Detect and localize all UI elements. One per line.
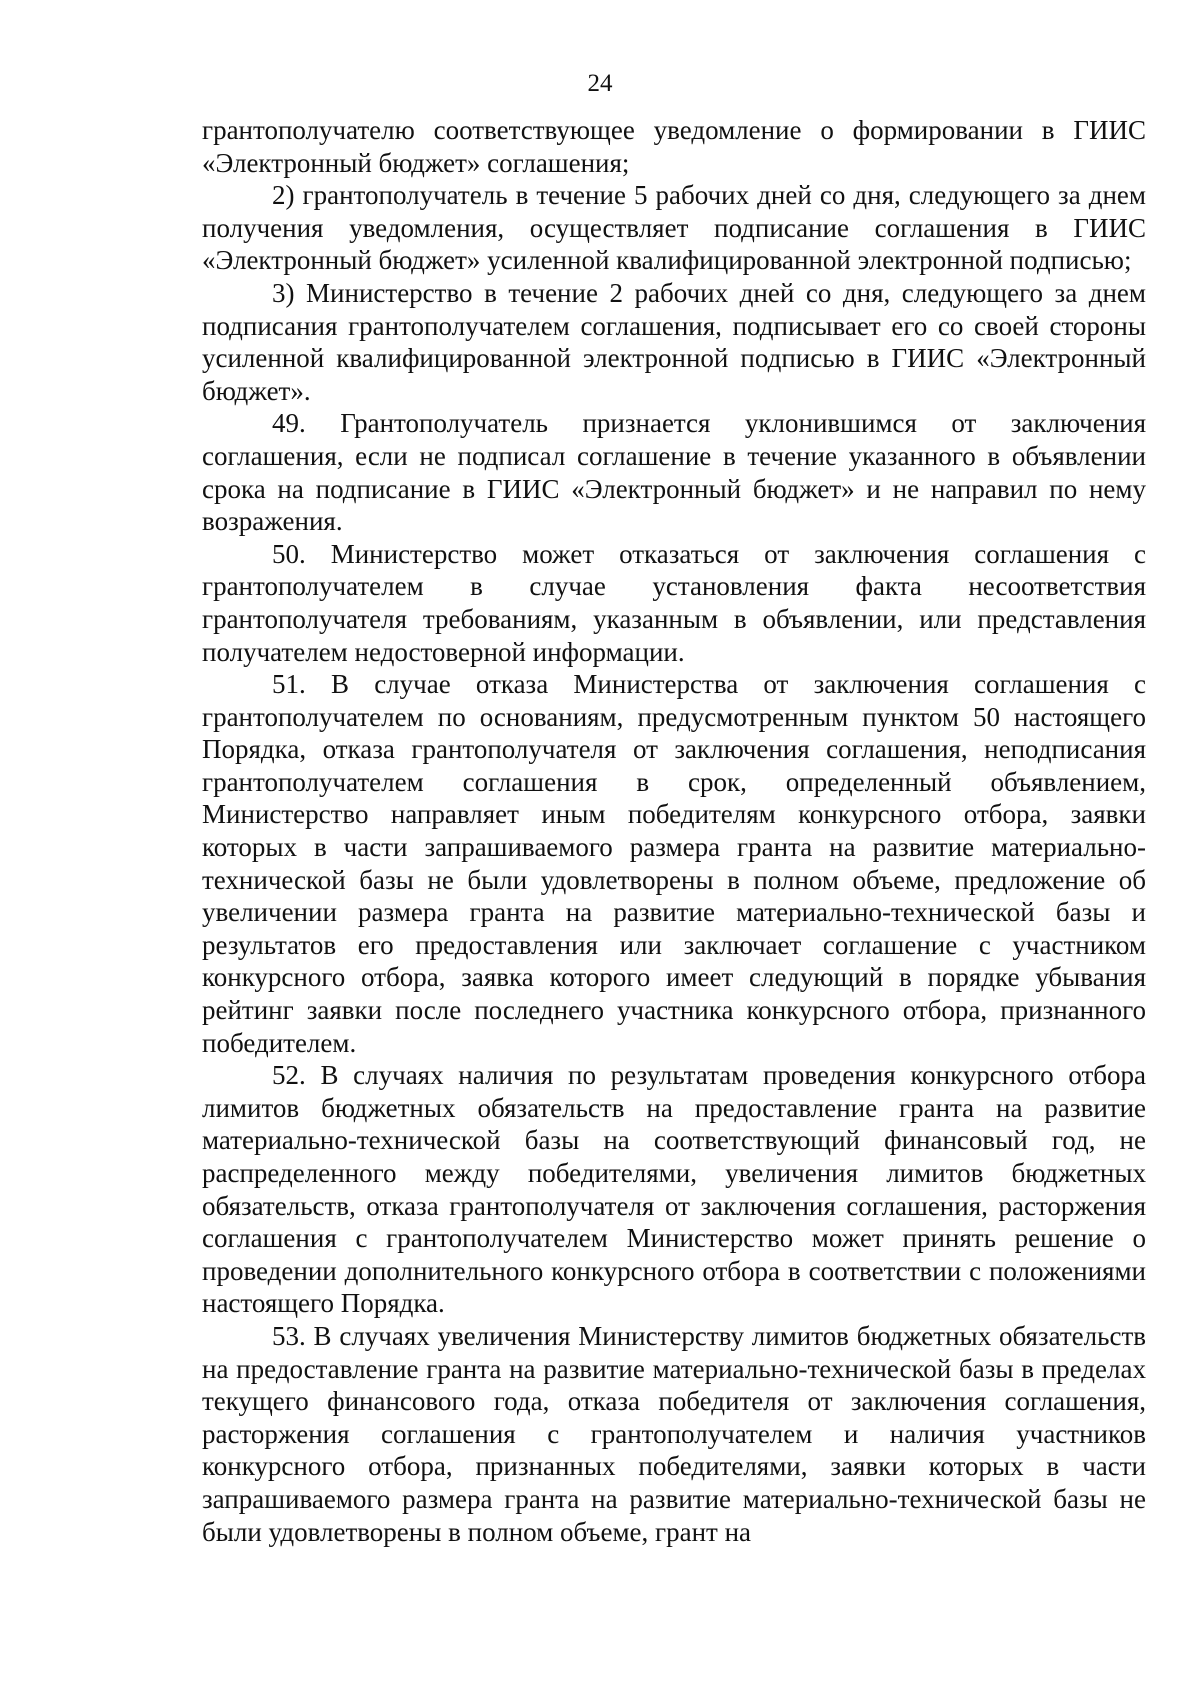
paragraph-item-2: 2) грантополучатель в течение 5 рабочих дней со дня, следующего за днем получения уведомления, осуществляет подписание соглашения в ГИИС «Электронный бюджет» усиленной квалифицированной электронной подписью;	[202, 180, 1146, 276]
document-body	[202, 114, 1146, 1548]
paragraph-item-3: 3) Министерство в течение 2 рабочих дней со дня, следующего за днем подписания грантополучателем соглашения, подписывает его со своей стороны усиленной квалифицированной электронной подписью в ГИИС «Электронный бюджет».	[202, 277, 1146, 406]
paragraph-50: 50. Министерство может отказаться от заключения соглашения с грантополучателем в случае установления факта несоответствия грантополучателя требованиям, указанным в объявлении, или представления получателем недостоверной информации.	[202, 538, 1146, 667]
paragraph-49: 49. Грантополучатель признается уклонившимся от заключения соглашения, если не подписал соглашение в течение указанного в объявлении срока на подписание в ГИИС «Электронный бюджет» и не направил по нему возражения.	[202, 408, 1146, 537]
page-number: 24	[587, 70, 613, 97]
paragraph-53: 53. В случаях увеличения Министерству лимитов бюджетных обязательств на предоставление гранта на развитие материально-технической базы в пределах текущего финансового года, отказа победителя от заключения соглашения, расторжения соглашения с грантополучателем и наличия участников конкурсного отбора, признанных победителями, заявки которых в части запрашиваемого размера гранта на развитие материально-технической базы не были удовлетворены в полном объеме, грант на	[202, 1320, 1146, 1547]
paragraph-51: 51. В случае отказа Министерства от заключения соглашения с грантополучателем по основаниям, предусмотренным пунктом 50 настоящего Порядка, отказа грантополучателя от заключения соглашения, неподписания грантополучателем соглашения в срок, определенный объявлением, Министерство направляет иным победителям конкурсного отбора, заявки которых в части запрашиваемого размера гранта на развитие материально-технической базы не были удовлетворены в полном объеме, предложение об увеличении размера гранта на развитие материально-технической базы и результатов его предоставления или заключает соглашение с участником конкурсного отбора, заявка которого имеет следующий в порядке убывания рейтинг заявки после последнего участника конкурсного отбора, признанного победителем.	[202, 669, 1146, 1058]
paragraph-52: 52. В случаях наличия по результатам проведения конкурсного отбора лимитов бюджетных обязательств на предоставление гранта на развитие материально-технической базы на соответствующий финансовый год, не распределенного между победителями, увеличения лимитов бюджетных обязательств, отказа грантополучателя от заключения соглашения, расторжения соглашения с грантополучателем Министерство может принять решение о проведении дополнительного конкурсного отбора в соответствии с положениями настоящего Порядка.	[202, 1060, 1146, 1319]
paragraph-continued: грантополучателю соответствующее уведомление о формировании в ГИИС «Электронный бюджет» соглашения;	[202, 115, 1146, 178]
